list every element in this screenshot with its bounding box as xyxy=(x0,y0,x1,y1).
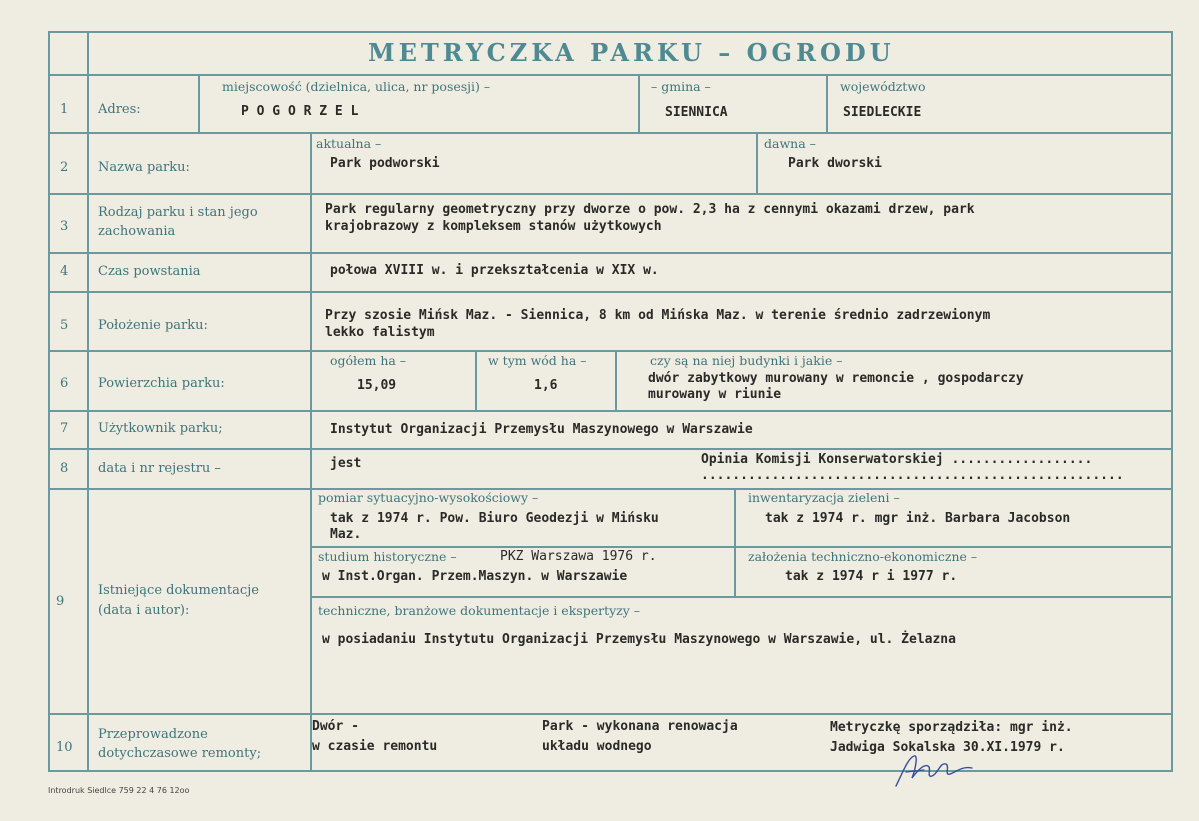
documentation-label: (data i autor): xyxy=(98,603,190,618)
current-name-header: aktualna – xyxy=(316,136,382,151)
location-label: Położenie parku: xyxy=(98,318,208,333)
row-divider xyxy=(48,252,1173,254)
documentation-label: Istniejące dokumentacje xyxy=(98,583,259,598)
greenery-inventory-header: inwentaryzacja zieleni – xyxy=(748,490,900,505)
renovations-label: dotychczasowe remonty; xyxy=(98,746,262,761)
row-divider xyxy=(48,291,1173,293)
row9-subdivider xyxy=(310,546,1173,548)
row-number: 6 xyxy=(60,376,69,391)
row-divider xyxy=(48,74,1173,76)
row-number: 7 xyxy=(60,421,69,436)
renovations-label: Przeprowadzone xyxy=(98,727,208,742)
park-type-value: krajobrazowy z kompleksem stanów użytkowych xyxy=(325,219,662,234)
row-divider xyxy=(48,193,1173,195)
handwritten-signature xyxy=(888,748,978,792)
row-number: 1 xyxy=(60,102,69,117)
buildings-header: czy są na niej budynki i jakie – xyxy=(650,353,843,368)
water-area-header: w tym wód ha – xyxy=(488,353,587,368)
commune-header: – gmina – xyxy=(651,79,711,94)
row-number: 4 xyxy=(60,264,69,279)
park-type-label: Rodzaj parku i stan jego xyxy=(98,205,258,220)
survey-value: tak z 1974 r. Pow. Biuro Geodezji w Mińsku xyxy=(330,511,659,526)
buildings-value: murowany w riunie xyxy=(648,387,782,402)
row6-column-divider xyxy=(615,350,617,411)
row-number: 9 xyxy=(56,594,65,609)
buildings-value: dwór zabytkowy murowany w remoncie , gospodarczy xyxy=(648,371,1024,386)
area-label: Powierzchia parku: xyxy=(98,376,225,391)
park-user-label: Użytkownik parku; xyxy=(98,421,223,436)
voivodeship-value: SIEDLECKIE xyxy=(843,105,922,120)
row-number: 5 xyxy=(60,318,69,333)
location-value: Przy szosie Mińsk Maz. - Siennica, 8 km od Mińska Maz. w terenie średnio zadrzewionym xyxy=(325,308,991,323)
former-name-header: dawna – xyxy=(764,136,816,151)
row9-subdivider xyxy=(310,596,1173,598)
park-renovation-value: Park - wykonana renowacja xyxy=(542,719,738,734)
label-column-divider xyxy=(310,133,312,772)
former-name-value: Park dworski xyxy=(788,156,882,171)
printer-imprint: Introdruk Siedlce 759 22 4 76 12oo xyxy=(48,786,190,795)
water-area-value: 1,6 xyxy=(534,378,558,393)
form-border-left xyxy=(48,31,50,772)
row-divider xyxy=(48,713,1173,715)
historical-study-value: PKZ Warszawa 1976 r. xyxy=(500,549,657,564)
locality-header: miejscowość (dzielnica, ulica, nr posesji) – xyxy=(222,79,491,94)
row-number: 2 xyxy=(60,160,69,175)
row-number: 3 xyxy=(60,219,69,234)
greenery-inventory-value: tak z 1974 r. mgr inż. Barbara Jacobson xyxy=(765,511,1071,526)
conservation-opinion-dotted-line: ...................................................... xyxy=(701,468,1124,483)
historical-study-value: w Inst.Organ. Przem.Maszyn. w Warszawie xyxy=(322,569,628,584)
other-documentation-value: w posiadaniu Instytutu Organizacji Przemysłu Maszynowego w Warszawie, ul. Żelazna xyxy=(322,632,956,647)
total-area-value: 15,09 xyxy=(357,378,397,393)
voivodeship-header: województwo xyxy=(840,79,926,94)
park-renovation-value: układu wodnego xyxy=(542,739,652,754)
row1-column-divider xyxy=(638,74,640,133)
current-name-value: Park podworski xyxy=(330,156,440,171)
registry-value: jest xyxy=(330,456,362,471)
conservation-opinion: Opinia Komisji Konserwatorskiej .................. xyxy=(701,452,1093,467)
commune-value: SIENNICA xyxy=(665,105,728,120)
row1-column-divider xyxy=(826,74,828,133)
row-divider xyxy=(48,410,1173,412)
form-border-right xyxy=(1171,31,1173,772)
row9-column-divider xyxy=(734,488,736,597)
survey-value: Maz. xyxy=(330,527,362,542)
other-documentation-header: techniczne, branżowe dokumentacje i ekspertyzy – xyxy=(318,603,641,618)
park-type-label: zachowania xyxy=(98,224,176,239)
row-number: 10 xyxy=(56,740,73,755)
location-value: lekko falistym xyxy=(325,325,435,340)
park-name-label: Nazwa parku: xyxy=(98,160,190,175)
form-border-bottom xyxy=(48,770,1173,772)
author-statement: Jadwiga Sokalska 30.XI.1979 r. xyxy=(830,740,1065,755)
author-statement: Metryczkę sporządziła: mgr inż. xyxy=(830,720,1073,735)
address-label: Adres: xyxy=(98,102,141,117)
row1-column-divider xyxy=(198,74,200,133)
row2-column-divider xyxy=(756,132,758,194)
row6-column-divider xyxy=(475,350,477,411)
park-user-value: Instytut Organizacji Przemysłu Maszynowego w Warszawie xyxy=(330,422,753,437)
creation-time-label: Czas powstania xyxy=(98,264,201,279)
total-area-header: ogółem ha – xyxy=(330,353,407,368)
row-divider xyxy=(48,448,1173,450)
tech-economic-header: założenia techniczno-ekonomiczne – xyxy=(748,549,978,564)
row-divider xyxy=(48,488,1173,490)
survey-header: pomiar sytuacyjno-wysokościowy – xyxy=(318,490,539,505)
row-number: 8 xyxy=(60,461,69,476)
locality-value: P O G O R Z E L xyxy=(241,104,359,119)
number-column-divider xyxy=(87,31,89,772)
row-divider xyxy=(48,350,1173,352)
form-border-top xyxy=(48,31,1173,33)
manor-renovation-value: Dwór - xyxy=(312,719,359,734)
park-type-value: Park regularny geometryczny przy dworze o pow. 2,3 ha z cennymi okazami drzew, park xyxy=(325,202,975,217)
form-title: METRYCZKA PARKU – OGRODU xyxy=(368,38,895,67)
historical-study-header: studium historyczne – xyxy=(318,549,457,564)
registry-label: data i nr rejestru – xyxy=(98,461,221,476)
tech-economic-value: tak z 1974 r i 1977 r. xyxy=(785,569,958,584)
manor-renovation-value: w czasie remontu xyxy=(312,739,438,754)
row-divider xyxy=(48,132,1173,134)
creation-time-value: połowa XVIII w. i przekształcenia w XIX w. xyxy=(330,263,659,278)
